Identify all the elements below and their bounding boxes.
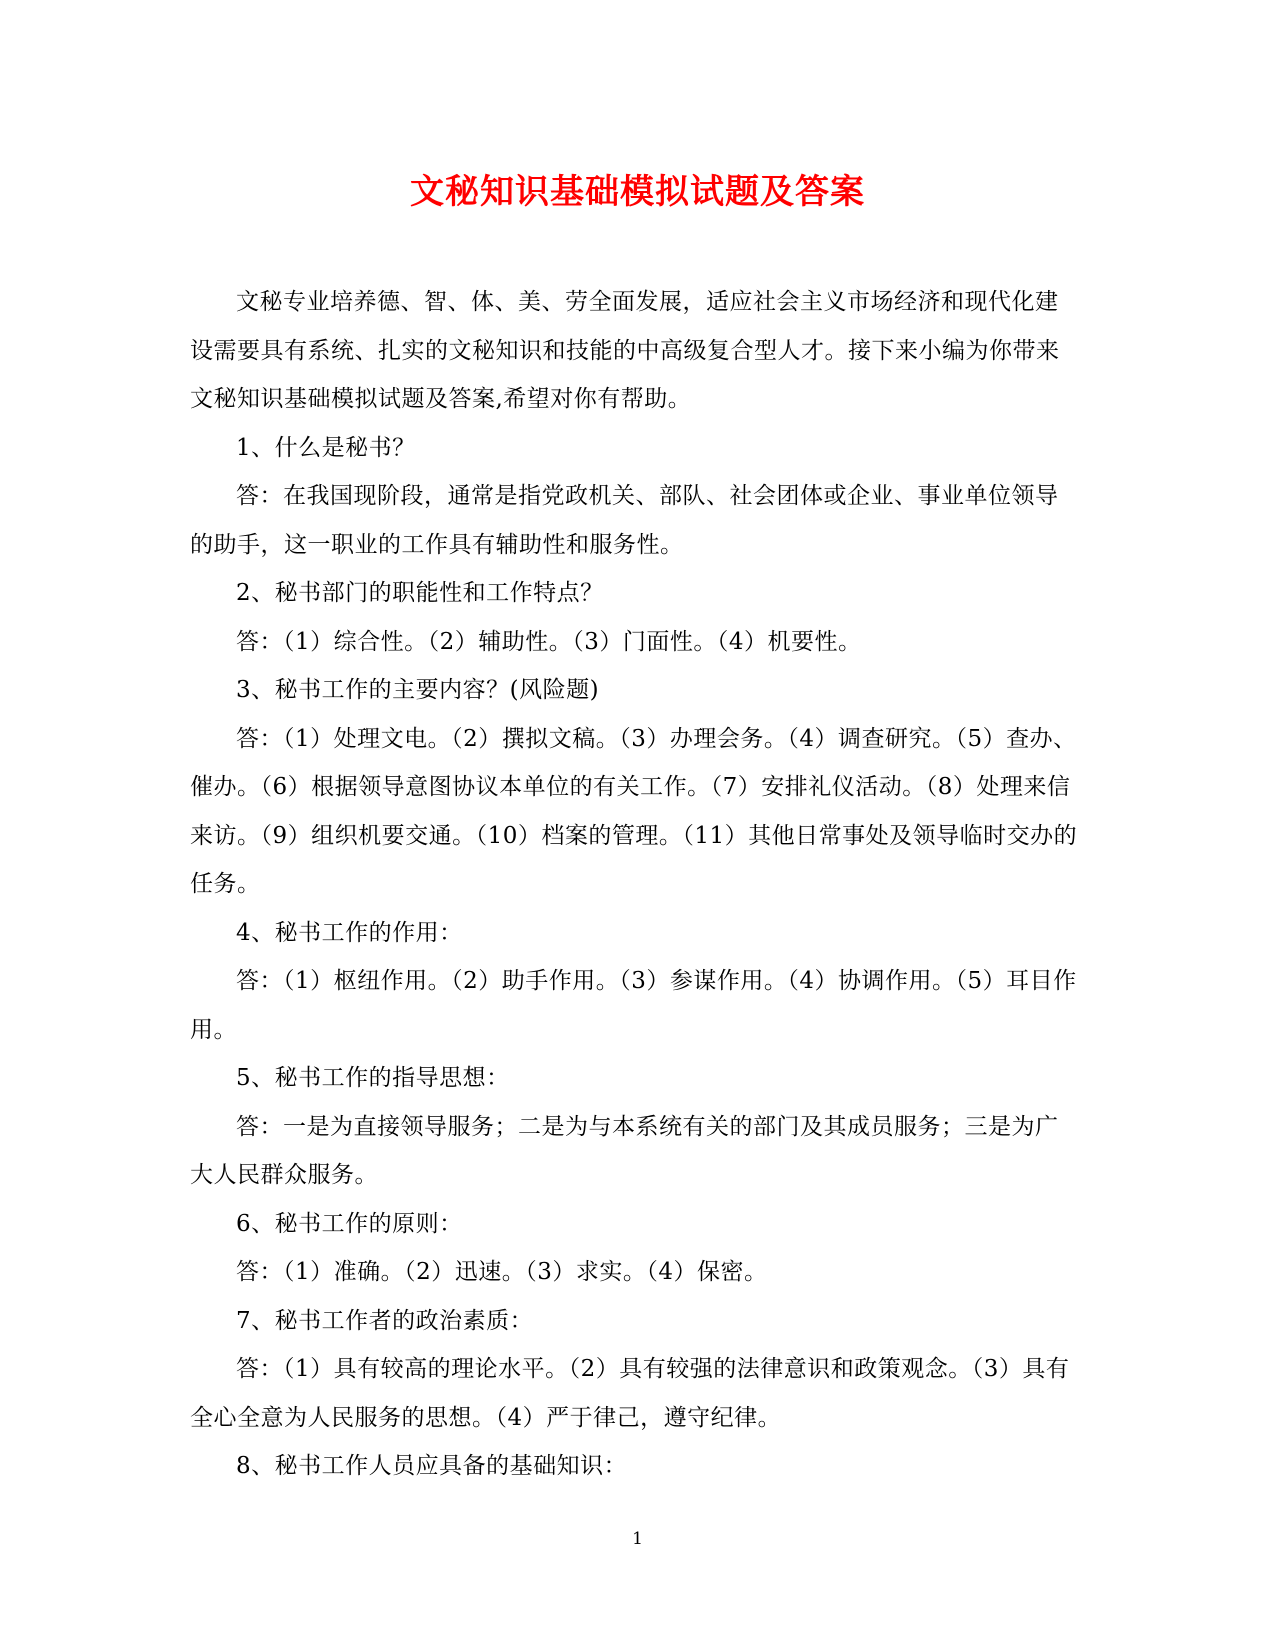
question-5: 5、秘书工作的指导思想：	[236, 1065, 510, 1091]
intro-paragraph: 文秘专业培养德、智、体、美、劳全面发展，适应社会主义市场经济和现代化建设需要具有系统、扎实的文秘知识和技能的中高级复合型人才。接下来小编为你带来文秘知识基础模拟试题及答案,希望对你有帮助。	[190, 289, 1060, 412]
question-2: 2、秘书部门的职能性和工作特点？	[236, 580, 604, 606]
answer-6: 答：（1）准确。（2）迅速。（3）求实。（4）保密。	[236, 1259, 768, 1285]
document-body	[190, 278, 1080, 1491]
question-3: 3、秘书工作的主要内容？(风险题)	[236, 677, 600, 703]
question-1: 1、什么是秘书？	[236, 434, 416, 461]
answer-3: 答：（1）处理文电。（2）撰拟文稿。（3）办理会务。（4）调查研究。（5）查办、催办。（6）根据领导意图协议本单位的有关工作。（7）安排礼仪活动。（8）处理来信来访。（9）组织机要交通。（10）档案的管理。（11）其他日常事处及领导临时交办的任务。	[190, 725, 1078, 897]
question-4: 4、秘书工作的作用：	[236, 919, 463, 946]
question-7: 7、秘书工作者的政治素质：	[236, 1307, 534, 1334]
answer-4: 答：（1）枢纽作用。（2）助手作用。（3）参谋作用。（4）协调作用。（5）耳目作用。	[190, 968, 1077, 1043]
document-title: 文秘知识基础模拟试题及答案	[410, 172, 865, 212]
answer-2: 答：（1）综合性。（2）辅助性。（3）门面性。（4）机要性。	[236, 628, 862, 655]
page-number: 1	[632, 1529, 643, 1549]
question-6: 6、秘书工作的原则：	[236, 1210, 463, 1237]
question-8: 8、秘书工作人员应具备的基础知识：	[236, 1453, 628, 1479]
answer-7: 答：（1）具有较高的理论水平。（2）具有较强的法律意识和政策观念。（3）具有全心全意为人民服务的思想。（4）严于律己，遵守纪律。	[190, 1356, 1070, 1431]
answer-1: 答：在我国现阶段，通常是指党政机关、部队、社会团体或企业、事业单位领导的助手，这一职业的工作具有辅助性和服务性。	[190, 483, 1059, 558]
answer-5: 答：一是为直接领导服务；二是为与本系统有关的部门及其成员服务；三是为广大人民群众服务。	[190, 1113, 1059, 1188]
